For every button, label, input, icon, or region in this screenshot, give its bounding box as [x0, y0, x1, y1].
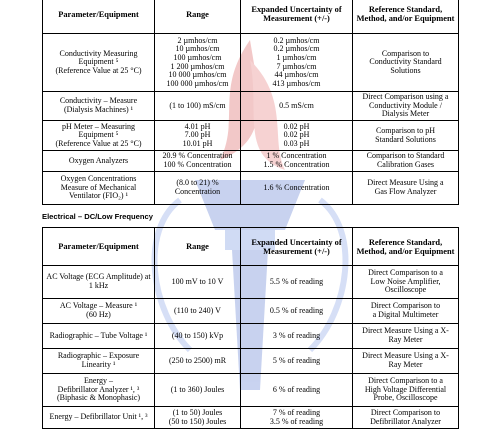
col-header-parameter: Parameter/Equipment [43, 0, 155, 34]
param-cell: AC Voltage (ECG Amplitude) at 1 kHz [43, 266, 155, 299]
range-cell: (250 to 2500) mR [155, 349, 241, 374]
param-cell: AC Voltage – Measure ¹ (60 Hz) [43, 299, 155, 324]
col-header-uncertainty: Expanded Uncertainty of Measurement (+/-) [241, 228, 353, 266]
uncertainty-cell: 7 % of reading 3.5 % of reading [241, 407, 353, 429]
range-cell: 4.01 pH 7.00 pH 10.01 pH [155, 121, 241, 151]
uncertainty-cell: 0.02 pH 0.02 pH 0.03 pH [241, 121, 353, 151]
uncertainty-cell: 3 % of reading [241, 324, 353, 349]
col-header-range: Range [155, 0, 241, 34]
param-cell: Oxygen Concentrations Measure of Mechanical Ventilator (FIO₂) ¹ [43, 172, 155, 205]
range-cell: (8.0 to 21) % Concentration [155, 172, 241, 205]
reference-cell: Direct Measure Using a Gas Flow Analyzer [353, 172, 459, 205]
table-row [43, 151, 459, 172]
reference-cell: Direct Measure Using a X- Ray Meter [353, 324, 459, 349]
param-cell: Conductivity Measuring Equipment ⁵ (Reference Value at 25 °C) [43, 34, 155, 92]
reference-cell: Direct Comparison using a Conductivity Module / Dialysis Meter [353, 92, 459, 121]
reference-cell: Direct Measure Using a X- Ray Meter [353, 349, 459, 374]
calibration-table-electrical [42, 227, 459, 429]
range-cell: 100 mV to 10 V [155, 266, 241, 299]
range-cell: (110 to 240) V [155, 299, 241, 324]
uncertainty-cell: 5 % of reading [241, 349, 353, 374]
param-cell: Radiographic – Tube Voltage ¹ [43, 324, 155, 349]
col-header-reference: Reference Standard, Method, and/or Equipment [353, 0, 459, 34]
reference-cell: Direct Comparison to Defibrillator Analyzer [353, 407, 459, 429]
table-row [43, 407, 459, 429]
reference-cell: Direct Comparison to a Digital Multimeter [353, 299, 459, 324]
table-row [43, 349, 459, 374]
reference-cell: Direct Comparison to a High Voltage Differential Probe, Oscilloscope [353, 374, 459, 407]
param-cell: pH Meter – Measuring Equipment ⁵ (Reference Value at 25 °C) [43, 121, 155, 151]
uncertainty-cell: 5.5 % of reading [241, 266, 353, 299]
param-cell: Energy – Defibrillator Unit ¹, ³ [43, 407, 155, 429]
range-cell: (1 to 360) Joules [155, 374, 241, 407]
table-row [43, 172, 459, 205]
table-row [43, 374, 459, 407]
table-row [43, 34, 459, 92]
table-row [43, 324, 459, 349]
table-row [43, 266, 459, 299]
reference-cell: Direct Comparison to a Low Noise Amplifier, Oscilloscope [353, 266, 459, 299]
param-cell: Radiographic – Exposure Linearity ¹ [43, 349, 155, 374]
range-cell: 20.9 % Concentration 100 % Concentration [155, 151, 241, 172]
param-cell: Energy – Defibrillator Analyzer ¹, ³ (Biphasic & Monophasic) [43, 374, 155, 407]
param-cell: Oxygen Analyzers [43, 151, 155, 172]
table-row [43, 121, 459, 151]
range-cell: (40 to 150) kVp [155, 324, 241, 349]
range-cell: (1 to 50) Joules (50 to 150) Joules [155, 407, 241, 429]
uncertainty-cell: 0.2 µmhos/cm 0.2 µmhos/cm 1 µmhos/cm 7 µmhos/cm 44 µmhos/cm 413 µmhos/cm [241, 34, 353, 92]
table-row [43, 299, 459, 324]
range-cell: (1 to 100) mS/cm [155, 92, 241, 121]
reference-cell: Comparison to Conductivity Standard Solutions [353, 34, 459, 92]
range-cell: 2 µmhos/cm 10 µmhos/cm 100 µmhos/cm 1 200 µmhos/cm 10 000 µmhos/cm 100 000 µmhos/cm [155, 34, 241, 92]
col-header-parameter: Parameter/Equipment [43, 228, 155, 266]
calibration-table-fluids [42, 0, 459, 205]
uncertainty-cell: 0.5 mS/cm [241, 92, 353, 121]
uncertainty-cell: 6 % of reading [241, 374, 353, 407]
table-row [43, 92, 459, 121]
section-title: Electrical – DC/Low Frequency [42, 212, 153, 221]
reference-cell: Comparison to pH Standard Solutions [353, 121, 459, 151]
reference-cell: Comparison to Standard Calibration Gases [353, 151, 459, 172]
param-cell: Conductivity – Measure (Dialysis Machines) ¹ [43, 92, 155, 121]
uncertainty-cell: 0.5 % of reading [241, 299, 353, 324]
col-header-uncertainty: Expanded Uncertainty of Measurement (+/-) [241, 0, 353, 34]
col-header-reference: Reference Standard, Method, and/or Equipment [353, 228, 459, 266]
col-header-range: Range [155, 228, 241, 266]
uncertainty-cell: 1 % Concentration 1.5 % Concentration [241, 151, 353, 172]
uncertainty-cell: 1.6 % Concentration [241, 172, 353, 205]
